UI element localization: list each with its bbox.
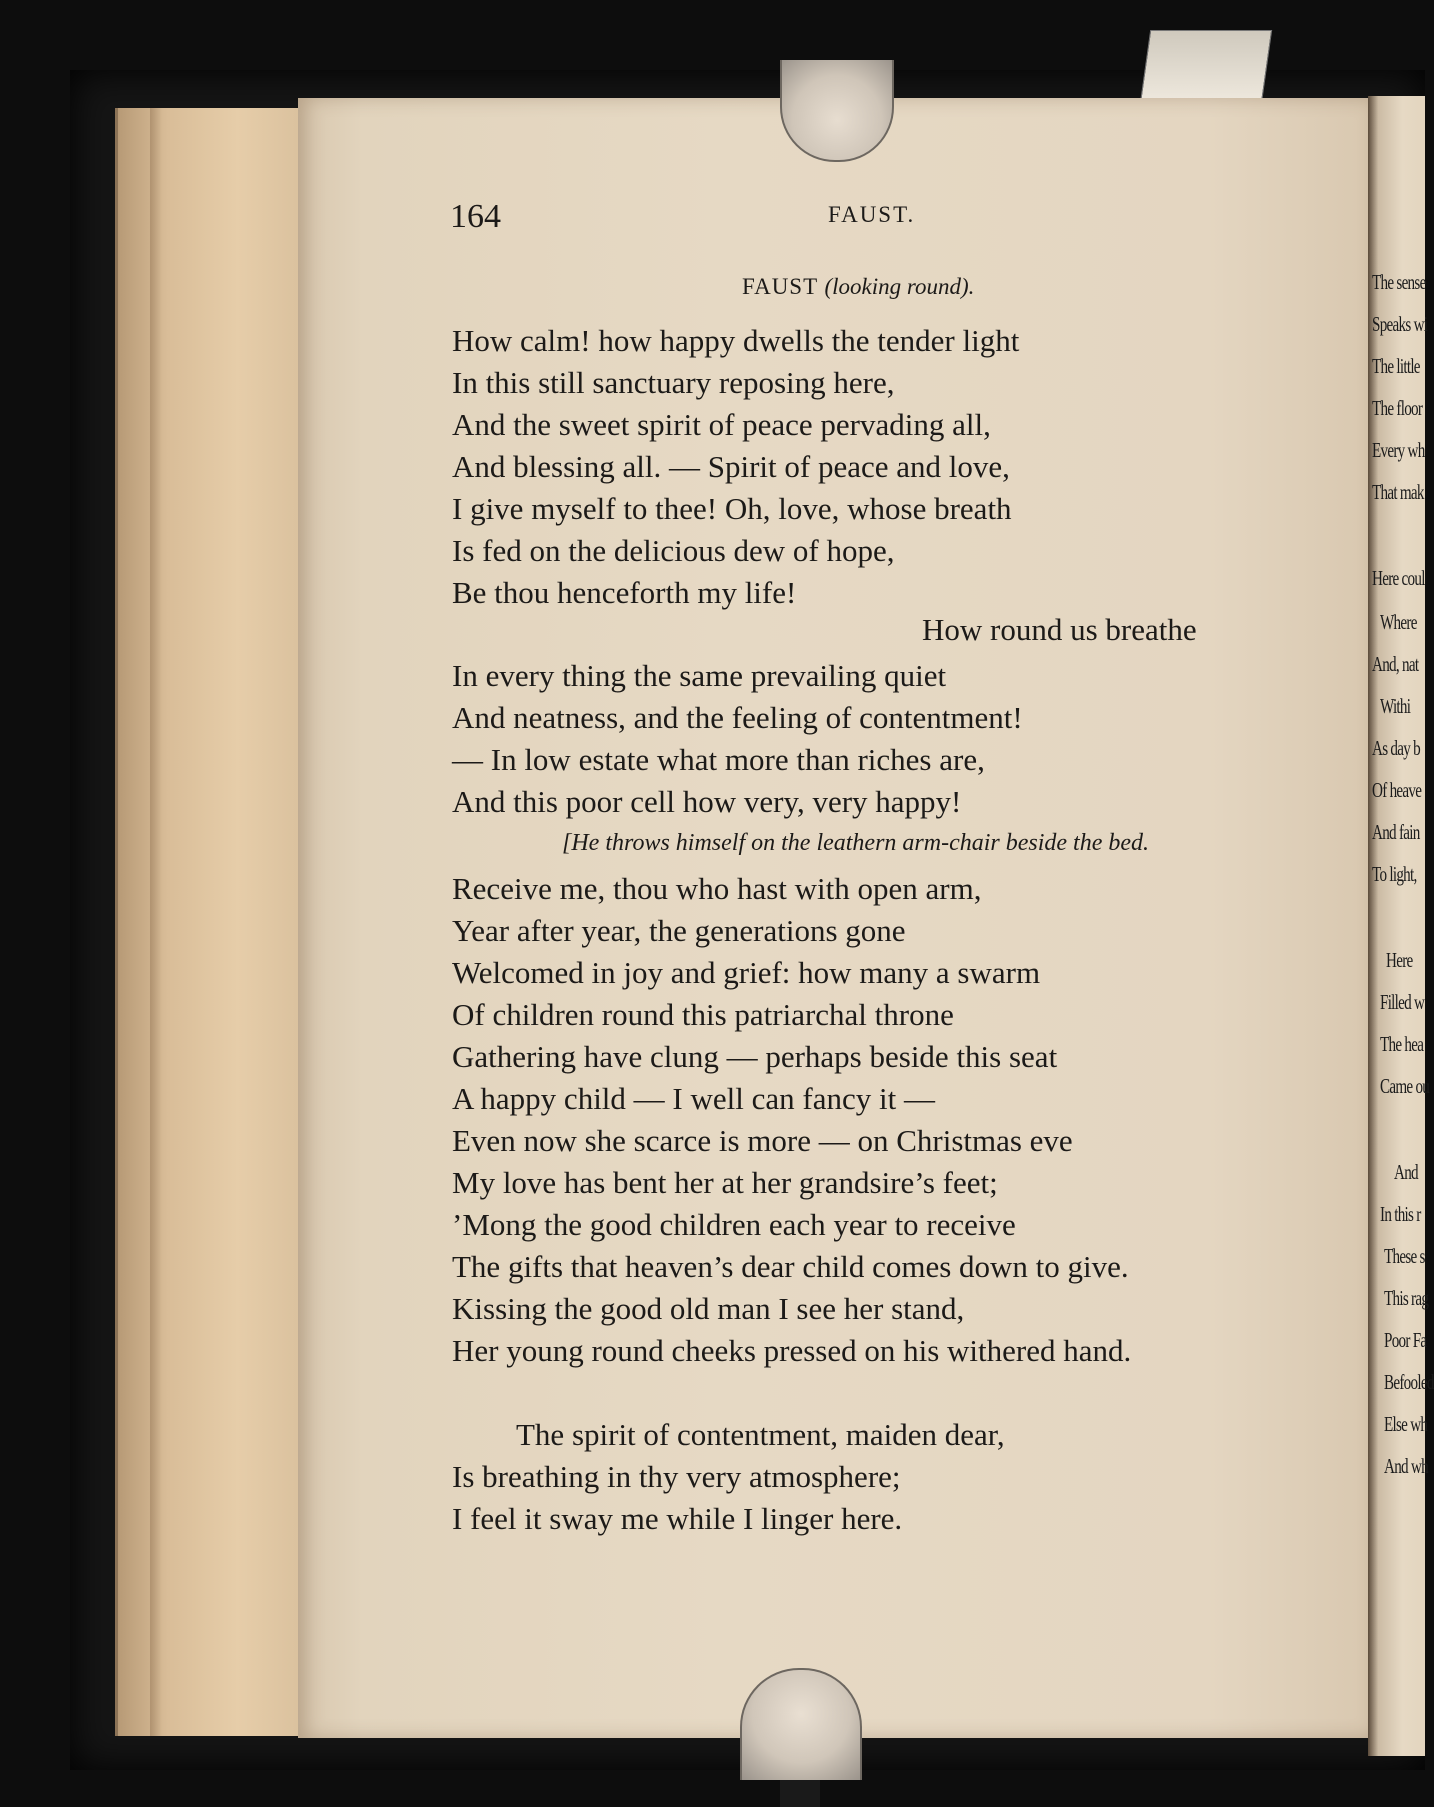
facing-page [1368, 96, 1434, 1756]
verse-line: How calm! how happy dwells the tender light [452, 323, 1020, 358]
speaker-direction: (looking round). [824, 274, 975, 299]
verse-line: The gifts that heaven’s dear child comes down to give. [452, 1249, 1129, 1284]
facing-page-line: And, nat [1372, 652, 1419, 676]
verse-line: The spirit of contentment, maiden dear, [516, 1417, 1005, 1452]
page-edges [115, 108, 318, 1736]
speaker-name: FAUST [742, 274, 818, 299]
facing-page-line: Every wh [1372, 438, 1425, 462]
page-number: 164 [450, 198, 501, 235]
verse-line: Is fed on the delicious dew of hope, [452, 533, 895, 568]
verse-line: And neatness, and the feeling of contentment! [452, 700, 1023, 735]
facing-page-line: Filled w [1380, 990, 1425, 1014]
facing-page-line: And wh [1384, 1454, 1428, 1478]
running-head: FAUST. [828, 202, 916, 227]
verse-line: ’Mong the good children each year to receive [452, 1207, 1016, 1242]
verse-line: How round us breathe [922, 612, 1197, 647]
page-clip-top [780, 60, 894, 162]
verse-line: Year after year, the generations gone [452, 913, 906, 948]
verse-line: Gathering have clung — perhaps beside this seat [452, 1039, 1058, 1074]
facing-page-line: The hea [1380, 1032, 1424, 1056]
facing-page-line: Came ou [1380, 1074, 1430, 1098]
verse-line: A happy child — I well can fancy it — [452, 1081, 935, 1116]
verse-line: I feel it sway me while I linger here. [452, 1501, 903, 1536]
facing-page-line: As day b [1372, 736, 1421, 760]
page-edges-shade [150, 108, 162, 1736]
stage-direction: [He throws himself on the leathern arm-chair beside the bed. [562, 830, 1150, 856]
facing-page-line: These s [1384, 1244, 1425, 1268]
facing-page-line: And [1394, 1160, 1418, 1184]
bookmark-tab [1140, 30, 1272, 104]
facing-page-line: The floor [1372, 396, 1423, 420]
verse-line: — In low estate what more than riches are, [452, 742, 985, 777]
page-clip-bottom [740, 1668, 862, 1780]
verse-line: Of children round this patriarchal throne [452, 997, 954, 1032]
facing-page-line: Befooled [1384, 1370, 1434, 1394]
facing-page-line: In this r [1380, 1202, 1421, 1226]
verse-line: Be thou henceforth my life! [452, 575, 797, 610]
verse-line: And this poor cell how very, very happy! [452, 784, 962, 819]
facing-page-line: Withi [1380, 694, 1411, 718]
verse-line: In every thing the same prevailing quiet [452, 658, 947, 693]
verse-line: Welcomed in joy and grief: how many a swarm [452, 955, 1041, 990]
facing-page-line: To light, [1372, 862, 1417, 886]
facing-page-line: Poor Fa [1384, 1328, 1427, 1352]
facing-page-line: The little [1372, 354, 1420, 378]
facing-page-line: This rag [1384, 1286, 1429, 1310]
facing-page-line: The sense [1372, 270, 1426, 294]
verse-line: I give myself to thee! Oh, love, whose breath [452, 491, 1012, 526]
verse-line: In this still sanctuary reposing here, [452, 365, 895, 400]
facing-page-line: Here coul [1372, 566, 1425, 590]
verse-line: Her young round cheeks pressed on his withered hand. [452, 1333, 1132, 1368]
facing-page-line: Speaks wi [1372, 312, 1428, 336]
facing-page-line: Of heave [1372, 778, 1422, 802]
facing-page-line: Here [1386, 948, 1413, 972]
verse-line: Receive me, thou who hast with open arm, [452, 871, 982, 906]
facing-page-line: Else wh [1384, 1412, 1428, 1436]
verse-line: Kissing the good old man I see her stand, [452, 1291, 965, 1326]
facing-page-line: That mak [1372, 480, 1424, 504]
verse-line: Even now she scarce is more — on Christmas eve [452, 1123, 1073, 1158]
verse-line: Is breathing in thy very atmosphere; [452, 1459, 901, 1494]
speaker-heading [742, 274, 974, 300]
facing-page-line: And fain [1372, 820, 1420, 844]
verse-line: My love has bent her at her grandsire’s feet; [452, 1165, 998, 1200]
verse-line: And blessing all. — Spirit of peace and love, [452, 449, 1010, 484]
facing-page-line: Where [1380, 610, 1417, 634]
verse-line: And the sweet spirit of peace pervading all, [452, 407, 991, 442]
